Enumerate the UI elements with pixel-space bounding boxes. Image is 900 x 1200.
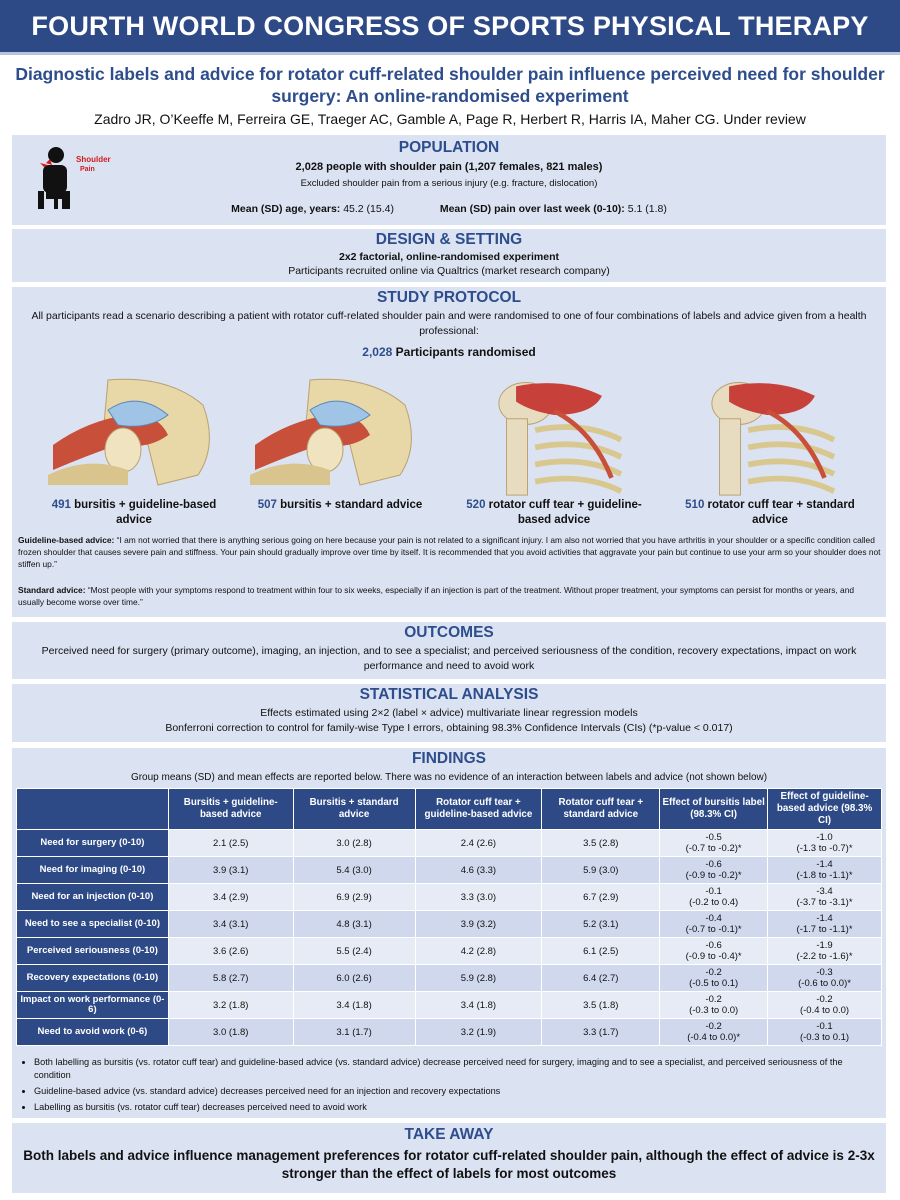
- stats-heading: STATISTICAL ANALYSIS: [359, 686, 539, 703]
- outcomes-heading: OUTCOMES: [404, 624, 494, 641]
- stats-line2: Bonferroni correction to control for family-wise Type I errors, obtaining 98.3% Confidence Intervals (CIs) (*p-value < 0.017): [165, 722, 733, 734]
- effect-ci: (-0.3 to 0.1): [799, 1032, 850, 1043]
- effect-ci: (-0.5 to 0.1): [689, 978, 739, 989]
- column-header-blank: [17, 789, 169, 830]
- cell: 3.4 (2.9): [168, 884, 293, 911]
- cell: 3.1 (1.7): [293, 1019, 415, 1046]
- guideline-advice-label: Guideline-based advice:: [18, 535, 115, 545]
- randomised-line: [12, 345, 886, 360]
- row-label: Need for imaging (0-10): [17, 857, 169, 884]
- findings-heading: FINDINGS: [411, 750, 487, 767]
- advice-effect-cell: [768, 1019, 882, 1046]
- cell: 3.6 (2.6): [168, 938, 293, 965]
- age-value: 45.2 (15.4): [340, 203, 394, 215]
- list-item: • Labelling as bursitis (vs. rotator cuff tear) decreases perceived need to avoid work: [34, 1101, 874, 1114]
- cell: 3.3 (1.7): [542, 1019, 660, 1046]
- row-label: Perceived seriousness (0-10): [17, 938, 169, 965]
- cell: 3.3 (3.0): [415, 884, 542, 911]
- cell: 5.9 (2.8): [415, 965, 542, 992]
- column-header-label-effect: Effect of bursitis label (98.3% CI): [660, 789, 768, 830]
- label-effect-cell: [660, 992, 768, 1019]
- cell: 4.8 (3.1): [293, 911, 415, 938]
- stats-line1: Effects estimated using 2×2 (label × advice) multivariate linear regression models: [260, 707, 638, 719]
- standard-advice-quote: [18, 584, 882, 608]
- list-item: • Guideline-based advice (vs. standard advice) decreases perceived need for an injection and recovery expectations: [34, 1085, 874, 1098]
- table-row: [17, 911, 882, 938]
- age-label: Mean (SD) age, years:: [231, 203, 341, 215]
- label-effect-cell: [660, 1019, 768, 1046]
- label-effect-cell: [660, 884, 768, 911]
- effect-ci: (-0.9 to -0.2)*: [685, 870, 742, 881]
- bursitis-shoulder-image: [48, 375, 218, 485]
- findings-bullets: [34, 1056, 874, 1117]
- cell: 6.4 (2.7): [542, 965, 660, 992]
- effect-ci: (-1.3 to -0.7)*: [796, 843, 853, 854]
- effect-ci: (-1.7 to -1.1)*: [796, 924, 853, 935]
- row-label: Need for an injection (0-10): [17, 884, 169, 911]
- rotator-cuff-tear-image-2: [687, 373, 857, 497]
- bursitis-shoulder-image-2: [250, 375, 420, 485]
- effect-ci: (-0.7 to -0.2)*: [685, 843, 742, 854]
- cell: 2.4 (2.6): [415, 830, 542, 857]
- row-label: Impact on work performance (0-6): [17, 992, 169, 1019]
- congress-banner: FOURTH WORLD CONGRESS OF SPORTS PHYSICAL THERAPY: [0, 0, 900, 55]
- effect-value: -3.4: [816, 886, 833, 897]
- effect-ci: (-0.3 to 0.0): [689, 1005, 739, 1016]
- table-row: [17, 992, 882, 1019]
- advice-effect-cell: [768, 857, 882, 884]
- effect-ci: (-0.2 to 0.4): [689, 897, 739, 908]
- cell: 3.4 (1.8): [415, 992, 542, 1019]
- standard-advice-text: “Most people with your symptoms respond to treatment within four to six weeks, especially if an injection is part of the treatment. Without proper treatment, your symptoms can persist for months or years, and usually become worse over time.”: [18, 585, 855, 607]
- row-label: Recovery expectations (0-10): [17, 965, 169, 992]
- column-header-bursitis-standard: Bursitis + standard advice: [293, 789, 415, 830]
- effect-ci: (-3.7 to -3.1)*: [796, 897, 853, 908]
- rotator-cuff-tear-image: [474, 373, 644, 497]
- population-line1: 2,028 people with shoulder pain (1,207 females, 821 males): [295, 161, 603, 173]
- takeaway-heading: TAKE AWAY: [404, 1126, 494, 1143]
- label-effect-cell: [660, 911, 768, 938]
- guideline-advice-quote: [18, 534, 882, 570]
- randomised-n: 2,028: [362, 345, 393, 359]
- design-section: [12, 229, 886, 282]
- outcomes-section: [12, 622, 886, 679]
- population-line2: Excluded shoulder pain from a serious injury (e.g. fracture, dislocation): [300, 178, 598, 189]
- group-label-1: bursitis + guideline-based advice: [70, 499, 217, 526]
- effect-value: -0.3: [816, 967, 833, 978]
- group-label-4: rotator cuff tear + standard advice: [704, 499, 855, 526]
- group-caption-3: [464, 498, 644, 528]
- group-n-4: 510: [685, 499, 705, 511]
- table-row: [17, 857, 882, 884]
- protocol-heading: STUDY PROTOCOL: [376, 289, 522, 306]
- icon-label-shoulder: Shoulder: [76, 155, 111, 164]
- effect-value: -0.2: [705, 967, 722, 978]
- population-heading: POPULATION: [398, 139, 500, 156]
- column-header-tear-guideline: Rotator cuff tear + guideline-based advice: [415, 789, 542, 830]
- effect-value: -0.2: [816, 994, 833, 1005]
- group-n-3: 520: [466, 499, 486, 511]
- pain-value: 5.1 (1.8): [624, 203, 667, 215]
- effect-value: -0.1: [705, 886, 722, 897]
- effect-value: -0.2: [705, 1021, 722, 1032]
- cell: 3.9 (3.2): [415, 911, 542, 938]
- group-label-2: bursitis + standard advice: [276, 499, 423, 511]
- cell: 3.2 (1.9): [415, 1019, 542, 1046]
- stats-section: [12, 684, 886, 742]
- cell: 4.2 (2.8): [415, 938, 542, 965]
- row-label: Need to see a specialist (0-10): [17, 911, 169, 938]
- takeaway-text: Both labels and advice influence management preferences for rotator cuff-related shoulder pain, although the effect of advice is 2-3x stronger than the effect of labels for most outcomes: [23, 1148, 875, 1181]
- cell: 3.4 (1.8): [293, 992, 415, 1019]
- effect-value: -0.5: [705, 832, 722, 843]
- cell: 2.1 (2.5): [168, 830, 293, 857]
- takeaway-section: [12, 1123, 886, 1193]
- findings-section: [12, 748, 886, 1118]
- table-row: [17, 884, 882, 911]
- table-row: [17, 965, 882, 992]
- cell: 3.5 (2.8): [542, 830, 660, 857]
- findings-table: [16, 788, 882, 1046]
- design-line1: 2x2 factorial, online-randomised experiment: [339, 251, 559, 263]
- row-label: Need for surgery (0-10): [17, 830, 169, 857]
- table-row: [17, 1019, 882, 1046]
- column-header-tear-standard: Rotator cuff tear + standard advice: [542, 789, 660, 830]
- cell: 5.4 (3.0): [293, 857, 415, 884]
- effect-ci: (-1.8 to -1.1)*: [796, 870, 853, 881]
- label-effect-cell: [660, 938, 768, 965]
- effect-ci: (-0.7 to -0.1)*: [685, 924, 742, 935]
- advice-effect-cell: [768, 965, 882, 992]
- cell: 5.8 (2.7): [168, 965, 293, 992]
- cell: 5.5 (2.4): [293, 938, 415, 965]
- effect-value: -1.9: [816, 940, 833, 951]
- effect-ci: (-0.4 to 0.0)*: [687, 1032, 741, 1043]
- group-label-3: rotator cuff tear + guideline-based advice: [485, 499, 642, 526]
- guideline-advice-text: “I am not worried that there is anything serious going on here because your pain is not related to a significant injury. I am also not worried that you have arthritis in your shoulder or a specific condition called frozen shoulder that causes severe pain and stiffness. Your pain should gradually improve over time by itself. It is recommended that you avoid activities that aggravate your pain but continue to use your arm so your shoulder does not stiffen up.”: [18, 535, 881, 569]
- effect-value: -1.4: [816, 913, 833, 924]
- randomised-text: Participants randomised: [392, 345, 536, 359]
- cell: 3.4 (3.1): [168, 911, 293, 938]
- advice-effect-cell: [768, 992, 882, 1019]
- effect-ci: (-0.6 to 0.0)*: [798, 978, 851, 989]
- population-section: [12, 135, 886, 225]
- group-n-1: 491: [51, 499, 71, 511]
- poster-title: Diagnostic labels and advice for rotator cuff-related shoulder pain influence perceived need for shoulder surgery: An online-randomised experiment: [15, 64, 885, 106]
- findings-intro: Group means (SD) and mean effects are reported below. There was no evidence of an interaction between labels and advice (not shown below): [130, 772, 768, 783]
- design-heading: DESIGN & SETTING: [375, 231, 523, 248]
- list-item: • Both labelling as bursitis (vs. rotator cuff tear) and guideline-based advice (vs. standard advice) decrease perceived need for surgery, imaging and to see a specialist, and perceived seriousness of the condition: [34, 1056, 874, 1082]
- effect-value: -0.4: [705, 913, 722, 924]
- cell: 6.0 (2.6): [293, 965, 415, 992]
- table-row: [17, 938, 882, 965]
- effect-ci: (-0.4 to 0.0): [799, 1005, 850, 1016]
- pain-label: Mean (SD) pain over last week (0-10):: [439, 203, 625, 215]
- cell: 6.9 (2.9): [293, 884, 415, 911]
- outcomes-text: Perceived need for surgery (primary outcome), imaging, an injection, and to see a specialist; and perceived seriousness of the condition, recovery expectations, impact on work performance and need to avoid work: [41, 645, 857, 672]
- cell: 3.2 (1.8): [168, 992, 293, 1019]
- cell: 6.1 (2.5): [542, 938, 660, 965]
- column-header-advice-effect: Effect of guideline-based advice (98.3% CI): [768, 789, 882, 830]
- design-line2: Participants recruited online via Qualtrics (market research company): [288, 265, 610, 277]
- table-row: [17, 830, 882, 857]
- cell: 3.0 (2.8): [293, 830, 415, 857]
- cell: 3.0 (1.8): [168, 1019, 293, 1046]
- group-caption-4: [680, 498, 860, 528]
- protocol-intro: All participants read a scenario describing a patient with rotator cuff-related shoulder pain and were randomised to one of four combinations of labels and advice given from a health professional:: [31, 310, 867, 337]
- group-n-2: 507: [257, 499, 277, 511]
- authors: Zadro JR, O’Keeffe M, Ferreira GE, Traeger AC, Gamble A, Page R, Herbert R, Harris IA, Maher CG. Under review: [94, 111, 806, 127]
- label-effect-cell: [660, 857, 768, 884]
- cell: 5.9 (3.0): [542, 857, 660, 884]
- effect-value: -0.2: [705, 994, 722, 1005]
- population-stats: [12, 202, 886, 217]
- group-caption-2: [250, 498, 430, 513]
- cell: 3.9 (3.1): [168, 857, 293, 884]
- standard-advice-label: Standard advice:: [18, 585, 86, 595]
- findings-header-row: [17, 789, 882, 830]
- advice-effect-cell: [768, 830, 882, 857]
- effect-value: -1.4: [816, 859, 833, 870]
- label-effect-cell: [660, 965, 768, 992]
- effect-value: -0.1: [816, 1021, 833, 1032]
- cell: 6.7 (2.9): [542, 884, 660, 911]
- protocol-section: [12, 287, 886, 617]
- effect-ci: (-0.9 to -0.4)*: [685, 951, 742, 962]
- effect-value: -0.6: [705, 859, 722, 870]
- row-label: Need to avoid work (0-6): [17, 1019, 169, 1046]
- cell: 4.6 (3.3): [415, 857, 542, 884]
- cell: 3.5 (1.8): [542, 992, 660, 1019]
- effect-ci: (-2.2 to -1.6)*: [796, 951, 853, 962]
- advice-effect-cell: [768, 911, 882, 938]
- group-caption-1: [44, 498, 224, 528]
- icon-label-pain: Pain: [80, 166, 95, 173]
- advice-effect-cell: [768, 884, 882, 911]
- effect-value: -0.6: [705, 940, 722, 951]
- effect-value: -1.0: [816, 832, 833, 843]
- cell: 5.2 (3.1): [542, 911, 660, 938]
- advice-effect-cell: [768, 938, 882, 965]
- label-effect-cell: [660, 830, 768, 857]
- column-header-bursitis-guideline: Bursitis + guideline-based advice: [168, 789, 293, 830]
